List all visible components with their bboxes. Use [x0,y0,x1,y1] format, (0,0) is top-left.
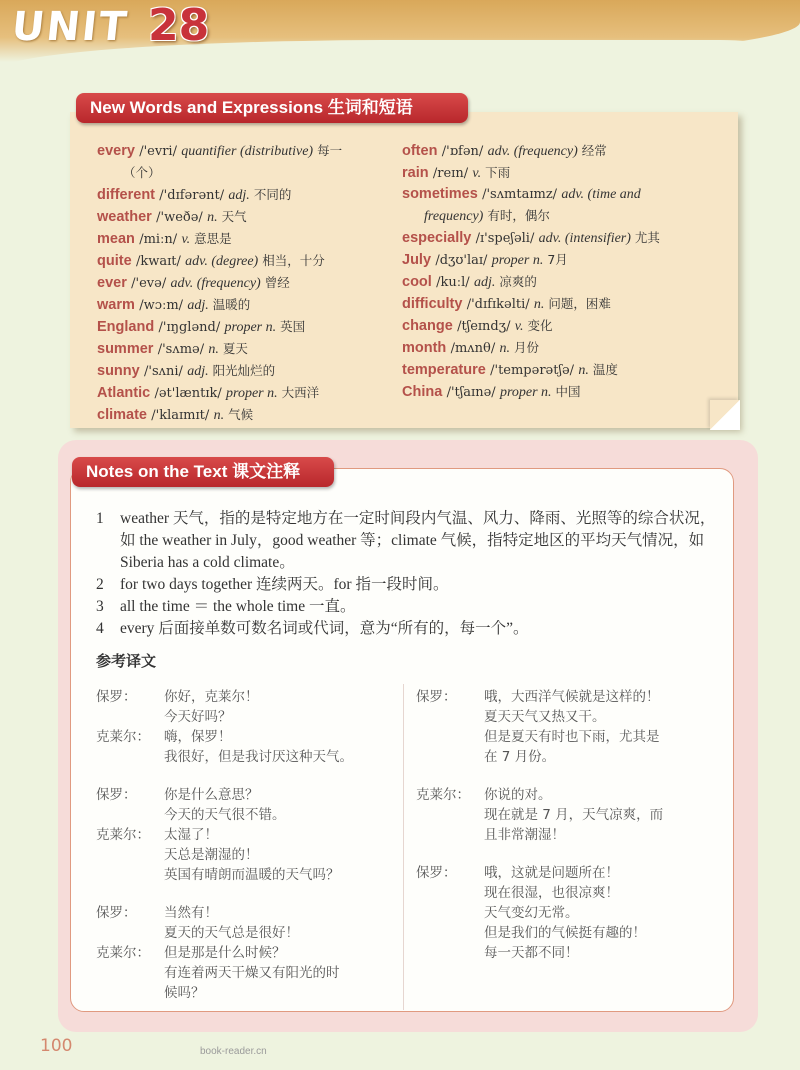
dialog-turn [96,903,396,943]
phonetic: /'weðə/ [156,210,203,225]
chinese-meaning: 气候 [228,407,254,422]
dialog-line: 哦，这就是问题所在！ [484,865,619,881]
unit-number: 28 [148,0,210,51]
dialog-line: 英国有晴朗而温暖的天气吗？ [164,867,340,883]
phonetic: /'evə/ [131,276,167,291]
vocab-list-left [97,140,397,426]
dialog-line: 现在就是 7 月，天气凉爽，而 [484,807,664,823]
part-of-speech: n. [208,342,219,357]
note-number: 1 [96,510,104,527]
speaker-name: 保罗： [416,865,457,881]
phonetic: /'sʌmə/ [157,342,205,357]
dialog-turn [416,687,716,767]
headword: change [402,318,453,334]
dialog-line: 天气变幻无常。 [484,905,579,921]
vocab-entry [97,338,397,360]
dialog-lines [164,943,396,1003]
part-of-speech: v. [514,319,524,334]
part-of-speech: n. [499,341,511,356]
speaker-name: 克莱尔： [96,729,150,745]
phonetic: /'evri/ [139,144,177,159]
chinese-meaning-cont: （个） [123,165,161,180]
part-of-speech: proper n. [224,320,277,335]
note-item [96,618,726,640]
phonetic: /'ɪŋglənd/ [158,320,221,335]
headword: month [402,340,447,356]
dialog-lines [484,687,716,767]
headword: especially [402,230,472,246]
phonetic: /'klaɪmɪt/ [151,408,210,423]
note-text: every 后面接单数可数名词或代词，意为“所有的，每一个”。 [120,620,529,637]
part-of-speech: n. [207,210,218,225]
headword: difficulty [402,296,463,312]
dialog-line: 每一天都不同！ [484,945,579,961]
dialog-spacer [96,885,396,903]
phonetic: /'dɪfərənt/ [159,188,225,203]
dialog-line: 我很好，但是我讨厌这种天气。 [164,749,353,765]
vocab-entry [97,360,397,382]
vocab-entry [402,381,732,403]
phonetic: /tʃeɪndʒ/ [457,319,511,334]
dialog-line: 你好，克莱尔！ [164,689,259,705]
headword: different [97,187,155,203]
phonetic: /kuːl/ [436,275,470,290]
chinese-meaning: 阳光灿烂的 [212,363,276,378]
dialog-lines [164,727,396,767]
dialog-line: 但是夏天有时也下雨，尤其是 [484,729,660,745]
headword: Atlantic [97,385,151,401]
chinese-meaning: 英国 [280,319,306,334]
vocab-entry [402,227,732,249]
phonetic: /kwaɪt/ [135,254,181,269]
chinese-meaning: 曾经 [264,275,290,290]
dialog-line: 有连着两天干燥又有阳光的时 [164,965,340,981]
chinese-meaning: 凉爽的 [499,274,537,289]
part-of-speech: proper n. [499,385,552,400]
phonetic: /'tʃaɪnə/ [446,385,496,400]
note-number: 3 [96,598,104,615]
dialog-turn [416,785,716,845]
phonetic: /wɔːm/ [139,298,184,313]
note-item [96,508,726,574]
part-of-speech: adv. (frequency) [170,276,261,291]
speaker-name: 克莱尔： [416,787,470,803]
phonetic: /'dɪfɪkəlti/ [466,297,530,312]
chinese-meaning: 不同的 [253,187,292,202]
unit-label: UNIT [9,4,131,50]
note-number: 4 [96,620,104,637]
vocab-entry [402,140,732,162]
vocab-entry [97,140,397,184]
dialog-lines [164,825,396,885]
dialog-line: 在 7 月份。 [484,749,556,765]
headword: every [97,143,135,159]
dialog-lines [484,863,716,963]
part-of-speech-cont: frequency) [424,209,484,224]
dialog-line: 但是那是什么时候？ [164,945,286,961]
headword: sunny [97,363,140,379]
speaker-name: 克莱尔： [96,827,150,843]
dialog-line: 天总是潮湿的！ [164,847,259,863]
dialog-turn [96,687,396,727]
page-number: 100 [40,1036,73,1056]
dialog-left-column [96,687,396,1003]
phonetic: /dʒʊ'laɪ/ [435,253,488,268]
part-of-speech: proper n. [226,386,278,401]
phonetic: /'sʌni/ [144,364,183,379]
headword: ever [97,275,127,291]
chinese-meaning: 每一 [317,143,343,158]
chinese-meaning: 意思是 [194,231,232,246]
part-of-speech: adv. (degree) [185,254,259,269]
vocab-entry [402,315,732,337]
headword: weather [97,209,152,225]
chinese-meaning: 大西洋 [281,385,320,400]
vocab-entry [97,184,397,206]
dialog-line: 你说的对。 [484,787,552,803]
dialog-line: 你是什么意思？ [164,787,259,803]
phonetic: /ət'læntɪk/ [154,386,222,401]
dialog-line: 候吗？ [164,985,205,1001]
dialog-spacer [416,767,716,785]
part-of-speech: adv. (frequency) [487,144,578,159]
speaker-name: 保罗： [96,689,137,705]
part-of-speech: adj. [187,364,209,379]
entry-continuation [402,205,732,227]
dialog-line: 夏天的天气总是很好！ [164,925,299,941]
dialog-line: 夏天天气又热又干。 [484,709,606,725]
vocab-entry [97,382,397,404]
vocab-entry [97,272,397,294]
dialog-line: 且非常潮湿！ [484,827,565,843]
chinese-meaning: 温度 [592,362,618,377]
chinese-meaning: 尤其 [634,230,660,245]
chinese-meaning: 月份 [514,340,540,355]
column-divider [403,684,404,1010]
vocab-entry [97,316,397,338]
chinese-meaning: 夏天 [222,341,248,356]
headword: July [402,252,432,268]
vocab-entry [97,404,397,426]
dialog-lines [484,785,716,845]
chinese-meaning: 变化 [527,318,553,333]
headword: sometimes [402,186,478,202]
speaker-name: 保罗： [416,689,457,705]
dialog-lines [164,687,396,727]
phonetic: /reɪn/ [432,166,469,181]
dialog-turn [96,785,396,825]
vocab-entry [402,293,732,315]
chinese-meaning: 天气 [221,209,247,224]
chinese-meaning: 温暖的 [212,297,251,312]
phonetic: /miːn/ [139,232,178,247]
dialog-right-column [416,687,716,963]
phonetic: /ɪ'speʃəli/ [475,231,535,246]
phonetic: /'ɒfən/ [441,144,484,159]
headword: warm [97,297,135,313]
headword: cool [402,274,432,290]
chinese-meaning: 下雨 [485,165,511,180]
dialog-spacer [416,845,716,863]
note-number: 2 [96,576,104,593]
part-of-speech: adv. (intensifier) [538,231,631,246]
watermark: book-reader.cn [200,1046,267,1057]
chinese-meaning: 中国 [555,384,581,399]
dialog-line: 今天好吗？ [164,709,232,725]
part-of-speech: n. [213,408,225,423]
vocab-entry [97,294,397,316]
translation-title: 参考译文 [96,652,157,670]
vocab-section-title: New Words and Expressions 生词和短语 [76,93,468,123]
part-of-speech: adv. (time and [561,187,641,202]
vocab-entry [97,228,397,250]
headword: rain [402,165,429,181]
headword: temperature [402,362,486,378]
part-of-speech: adj. [228,188,250,203]
headword: China [402,384,443,400]
vocab-list-right [402,140,732,403]
part-of-speech: adj. [473,275,496,290]
note-text: weather 天气，指的是特定地方在一定时间段内气温、风力、降雨、光照等的综合状况，如 the weather in July，good weather 等；climate 气候，指特定地区的平均天气情况，如 Siberia has a cold climate。 [120,510,716,571]
headword: summer [97,341,154,357]
chinese-meaning: 问题，困难 [548,296,611,311]
vocab-entry [402,249,732,271]
chinese-meaning-cont: 有时，偶尔 [487,208,550,223]
speaker-name: 保罗： [96,905,137,921]
dialog-lines [164,785,396,825]
dialog-spacer [96,767,396,785]
speaker-name: 保罗： [96,787,137,803]
part-of-speech: proper n. [491,253,544,268]
headword: mean [97,231,135,247]
entry-continuation [97,162,397,184]
part-of-speech: n. [578,363,589,378]
speaker-name: 克莱尔： [96,945,150,961]
dialog-turn [96,943,396,1003]
dialog-line: 现在很湿，也很凉爽！ [484,885,619,901]
part-of-speech: v. [181,232,191,247]
phonetic: /mʌnθ/ [450,341,496,356]
part-of-speech: v. [472,166,482,181]
note-item [96,574,726,596]
vocab-entry [97,206,397,228]
dialog-turn [416,863,716,963]
headword: England [97,319,155,335]
headword: often [402,143,438,159]
dialog-line: 太湿了！ [164,827,218,843]
dialog-line: 今天的天气很不错。 [164,807,286,823]
part-of-speech: quantifier (distributive) [181,144,314,159]
notes-list [96,508,726,640]
vocab-entry [402,359,732,381]
vocab-entry [402,162,732,184]
note-text: for two days together 连续两天。for 指一段时间。 [120,576,449,593]
dialog-turn [96,825,396,885]
phonetic: /'sʌmtaɪmz/ [482,187,558,202]
dialog-lines [164,903,396,943]
dialog-line: 哦，大西洋气候就是这样的！ [484,689,660,705]
phonetic: /'tempərətʃə/ [490,363,575,378]
dialog-line: 但是我们的气候挺有趣的！ [484,925,646,941]
note-item [96,596,726,618]
part-of-speech: adj. [187,298,209,313]
vocab-entry [402,184,732,227]
part-of-speech: n. [533,297,545,312]
chinese-meaning: 7月 [547,252,568,267]
chinese-meaning: 经常 [581,143,607,158]
vocab-entry [402,337,732,359]
headword: quite [97,253,132,269]
headword: climate [97,407,147,423]
notes-section-title: Notes on the Text 课文注释 [72,457,334,487]
dialog-line: 嗨，保罗！ [164,729,232,745]
dialog-line: 当然有！ [164,905,218,921]
dialog-turn [96,727,396,767]
chinese-meaning: 相当，十分 [262,253,325,268]
note-text: all the time ＝ the whole time 一直。 [120,598,356,615]
page-curl-icon [710,400,740,430]
vocab-entry [97,250,397,272]
vocab-entry [402,271,732,293]
